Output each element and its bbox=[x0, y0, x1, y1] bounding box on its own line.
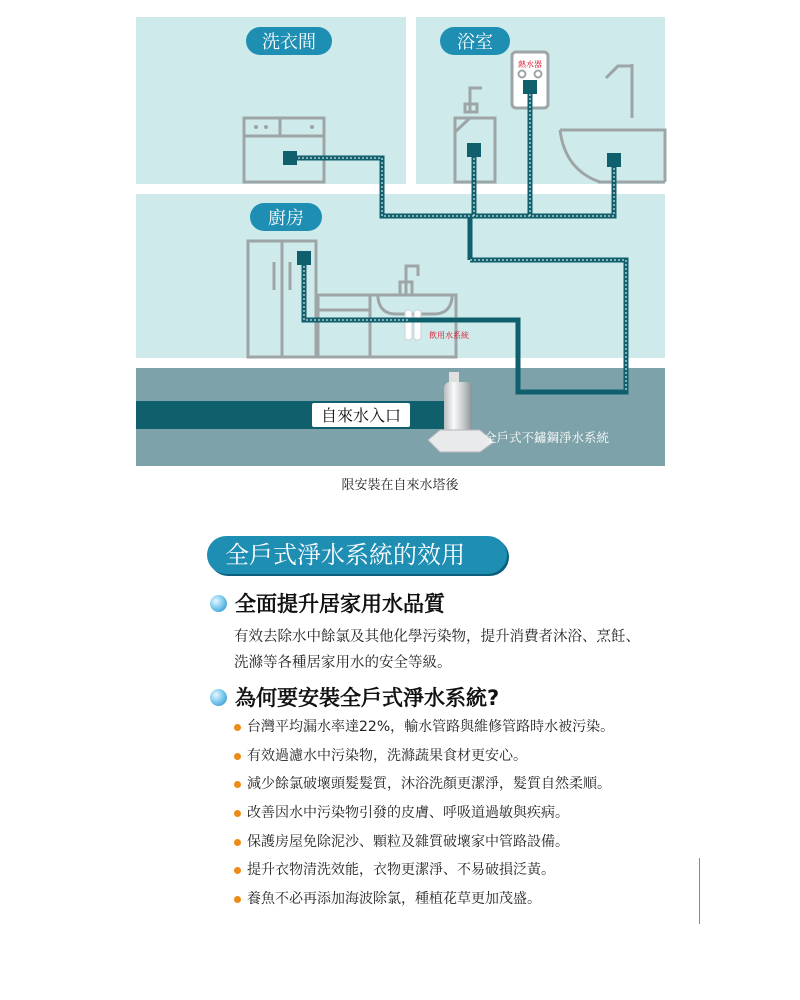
water-inlet-label: 自來水入口 bbox=[320, 406, 402, 425]
bullet-dot-icon bbox=[234, 753, 241, 760]
section-title: 全戶式淨水系統的效用 bbox=[207, 536, 507, 574]
water-inlet-pipe bbox=[136, 401, 466, 429]
benefit2-title: 為何要安裝全戶式淨水系統? bbox=[235, 686, 500, 710]
list-item: 保護房屋免除泥沙、顆粒及雜質破壞家中管路設備。 bbox=[234, 832, 614, 861]
bullet-dot-icon bbox=[234, 781, 241, 788]
drinking-system-label: 飲用水系統 bbox=[429, 331, 469, 340]
list-item: 台灣平均漏水率達22%，輸水管路與維修管路時水被污染。 bbox=[234, 717, 614, 746]
whole-house-system-label: 全戶式不鏽鋼淨水系統 bbox=[484, 430, 610, 445]
bullet-dot-icon bbox=[234, 896, 241, 903]
bullet-orb-icon bbox=[210, 595, 227, 612]
benefit2-list bbox=[234, 717, 614, 918]
room-label-bathroom: 浴室 bbox=[457, 32, 493, 53]
room-pill-laundry bbox=[246, 27, 332, 55]
benefit2-heading bbox=[210, 682, 499, 712]
plumbing-diagram bbox=[0, 0, 800, 470]
room-pill-bathroom bbox=[440, 27, 510, 55]
room-pill-kitchen bbox=[250, 203, 322, 231]
list-item: 提升衣物清洗效能，衣物更潔淨、不易破損泛黃。 bbox=[234, 860, 614, 889]
list-item: 改善因水中污染物引發的皮膚、呼吸道過敏與疾病。 bbox=[234, 803, 614, 832]
benefit1-text: 有效去除水中餘氯及其他化學污染物，提升消費者沐浴、烹飪、洗滌等各種居家用水的安全等級。 bbox=[234, 629, 640, 671]
bullet-dot-icon bbox=[234, 839, 241, 846]
bullet-dot-icon bbox=[234, 867, 241, 874]
kitchen-room bbox=[136, 194, 665, 358]
drinking-filter-icon bbox=[405, 310, 412, 340]
benefit1-heading bbox=[210, 588, 445, 618]
benefit1-title: 全面提升居家用水品質 bbox=[235, 592, 445, 616]
water-heater-label: 熱水器 bbox=[518, 60, 542, 69]
installation-caption: 限安裝在自來水塔後 bbox=[341, 478, 459, 493]
bullet-orb-icon bbox=[210, 689, 227, 706]
list-item: 養魚不必再添加海波除氯，種植花草更加茂盛。 bbox=[234, 889, 614, 918]
room-label-laundry: 洗衣間 bbox=[262, 32, 316, 53]
bullet-dot-icon bbox=[234, 724, 241, 731]
drinking-filter-icon bbox=[414, 310, 421, 340]
divider-line bbox=[699, 858, 700, 924]
room-label-kitchen: 廚房 bbox=[268, 208, 304, 229]
list-item: 減少餘氯破壞頭髮髮質，沐浴洗顏更潔淨，髮質自然柔順。 bbox=[234, 774, 614, 803]
bullet-dot-icon bbox=[234, 810, 241, 817]
list-item: 有效過濾水中污染物，洗滌蔬果食材更安心。 bbox=[234, 746, 614, 775]
